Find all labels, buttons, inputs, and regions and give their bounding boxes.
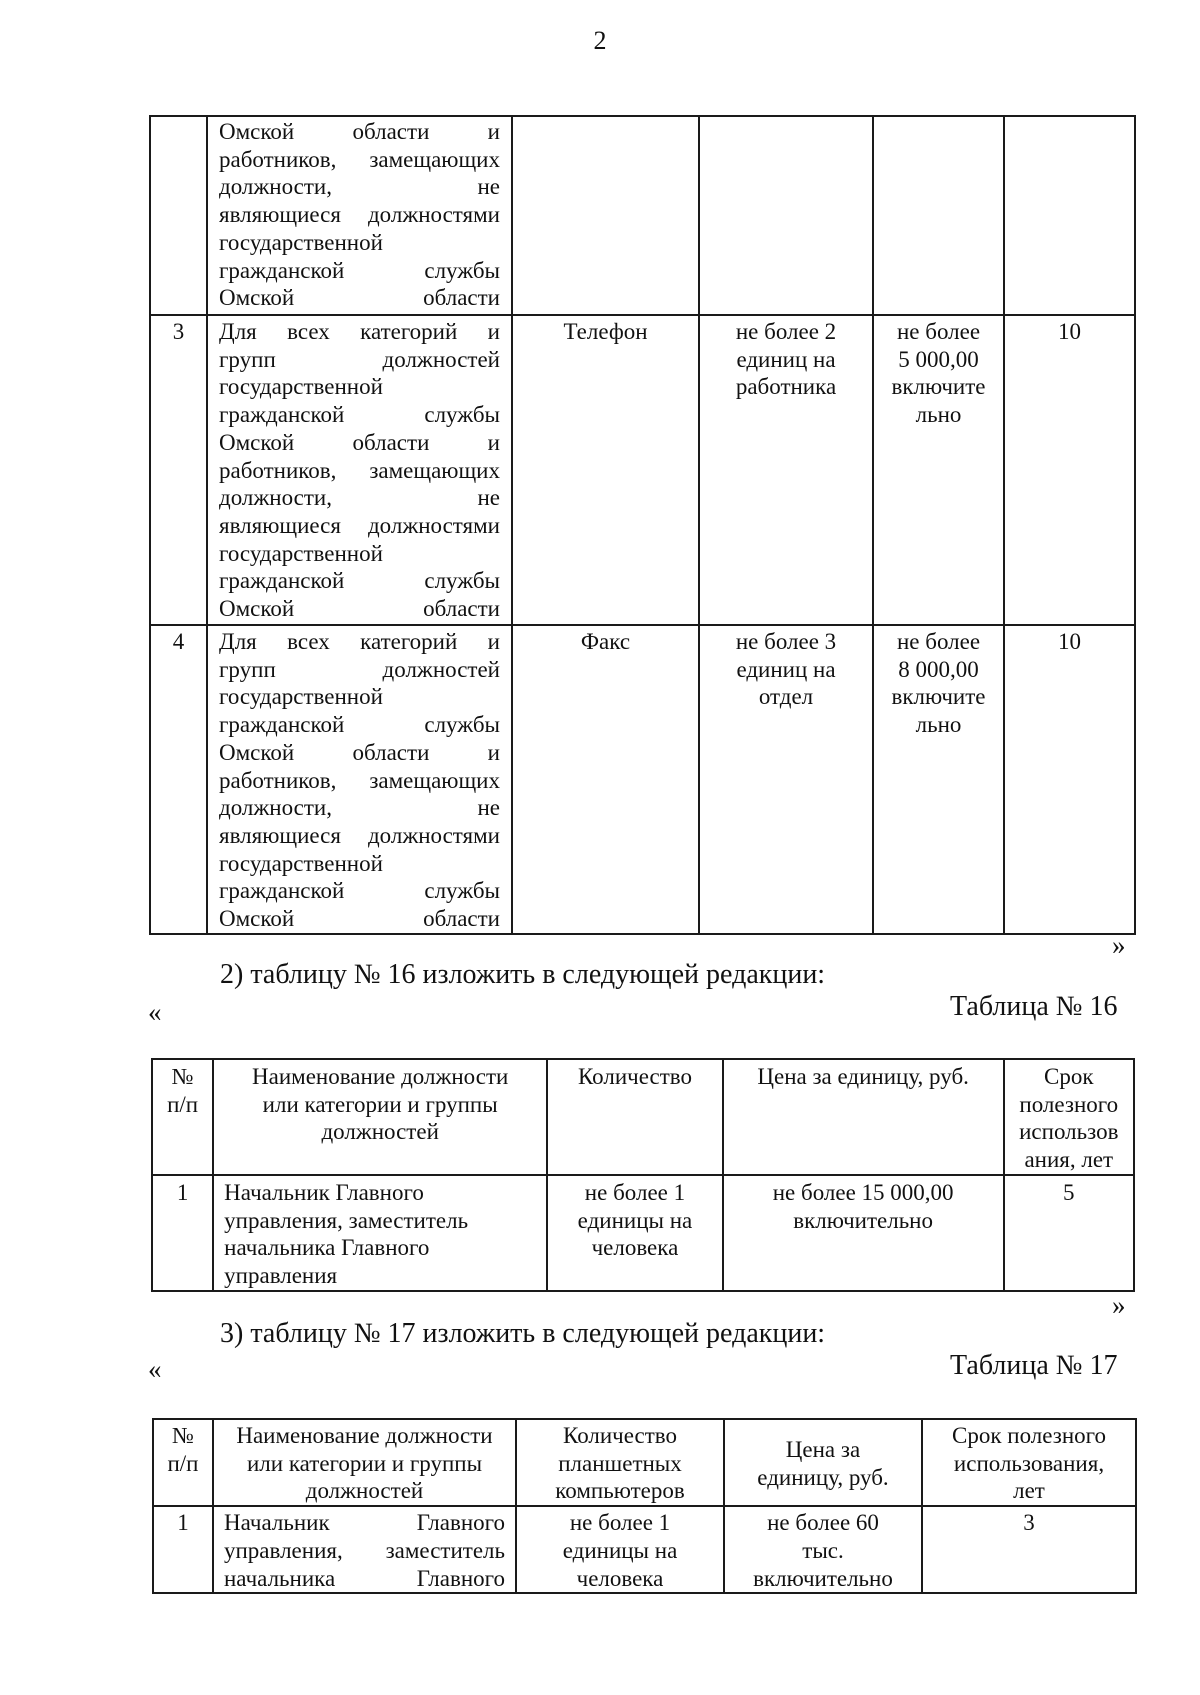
qty-cell <box>699 116 873 315</box>
opening-quote: « <box>148 1354 162 1384</box>
term-cell: 10 <box>1004 625 1135 934</box>
closing-quote: » <box>1112 930 1126 960</box>
header-name: Наименование должности или категории и группы должностей <box>213 1419 516 1506</box>
header-qty: Количество <box>547 1059 723 1175</box>
price-cell <box>873 116 1004 315</box>
header-qty: Количество планшетных компьютеров <box>516 1419 724 1506</box>
term-cell: 5 <box>1004 1175 1134 1291</box>
price-cell: не более 60 тыс. включительно <box>724 1506 922 1593</box>
name-cell: Начальник Главного управления, заместитель начальника Главного <box>213 1506 516 1593</box>
page-number: 2 <box>593 26 607 55</box>
table-17-label: Таблица № 17 <box>950 1350 1118 1381</box>
header-term: Срок полезного использов ания, лет <box>1004 1059 1134 1175</box>
item-cell <box>512 116 699 315</box>
table-15-continuation <box>149 115 1136 935</box>
num-cell <box>150 116 207 315</box>
qty-cell: не более 3 единиц на отдел <box>699 625 873 934</box>
term-cell: 3 <box>922 1506 1136 1593</box>
category-cell: Для всех категорий и групп должностей государственной гражданской службы Омской области и работников, замещающих должности, не являющиеся должностями государственной гражданской службы Омской области <box>207 315 512 625</box>
num-cell: 1 <box>152 1175 213 1291</box>
price-cell: не более 15 000,00 включительно <box>723 1175 1004 1291</box>
table-row <box>152 1175 1134 1291</box>
category-cell: Для всех категорий и групп должностей государственной гражданской службы Омской области и работников, замещающих должности, не являющиеся должностями государственной гражданской службы Омской области <box>207 625 512 934</box>
item-cell: Факс <box>512 625 699 934</box>
table-row <box>150 625 1135 934</box>
closing-quote: » <box>1112 1290 1126 1320</box>
name-cell: Начальник Главного управления, заместитель начальника Главного управления <box>213 1175 547 1291</box>
num-cell: 1 <box>153 1506 213 1593</box>
category-cell: Омской области и работников, замещающих должности, не являющиеся должностями государственной гражданской службы Омской области <box>207 116 512 315</box>
qty-cell: не более 2 единиц на работника <box>699 315 873 625</box>
opening-quote: « <box>148 997 162 1027</box>
num-cell: 4 <box>150 625 207 934</box>
table-17 <box>152 1418 1137 1594</box>
header-num: № п/п <box>152 1059 213 1175</box>
table-row <box>150 315 1135 625</box>
table-row <box>150 116 1135 315</box>
term-cell: 10 <box>1004 315 1135 625</box>
amendment-item-3: 3) таблицу № 17 изложить в следующей редакции: <box>220 1318 826 1349</box>
num-cell: 3 <box>150 315 207 625</box>
table-16 <box>151 1058 1135 1292</box>
header-name: Наименование должности или категории и группы должностей <box>213 1059 547 1175</box>
item-cell: Телефон <box>512 315 699 625</box>
price-cell: не более 8 000,00 включите льно <box>873 625 1004 934</box>
amendment-item-2: 2) таблицу № 16 изложить в следующей редакции: <box>220 959 826 990</box>
table-row <box>153 1506 1136 1593</box>
header-term: Срок полезного использования, лет <box>922 1419 1136 1506</box>
table-16-label: Таблица № 16 <box>950 991 1118 1022</box>
table-header-row <box>152 1059 1134 1175</box>
qty-cell: не более 1 единицы на человека <box>516 1506 724 1593</box>
table-header-row <box>153 1419 1136 1506</box>
qty-cell: не более 1 единицы на человека <box>547 1175 723 1291</box>
term-cell <box>1004 116 1135 315</box>
header-price: Цена за единицу, руб. <box>724 1419 922 1506</box>
price-cell: не более 5 000,00 включите льно <box>873 315 1004 625</box>
header-num: № п/п <box>153 1419 213 1506</box>
header-price: Цена за единицу, руб. <box>723 1059 1004 1175</box>
